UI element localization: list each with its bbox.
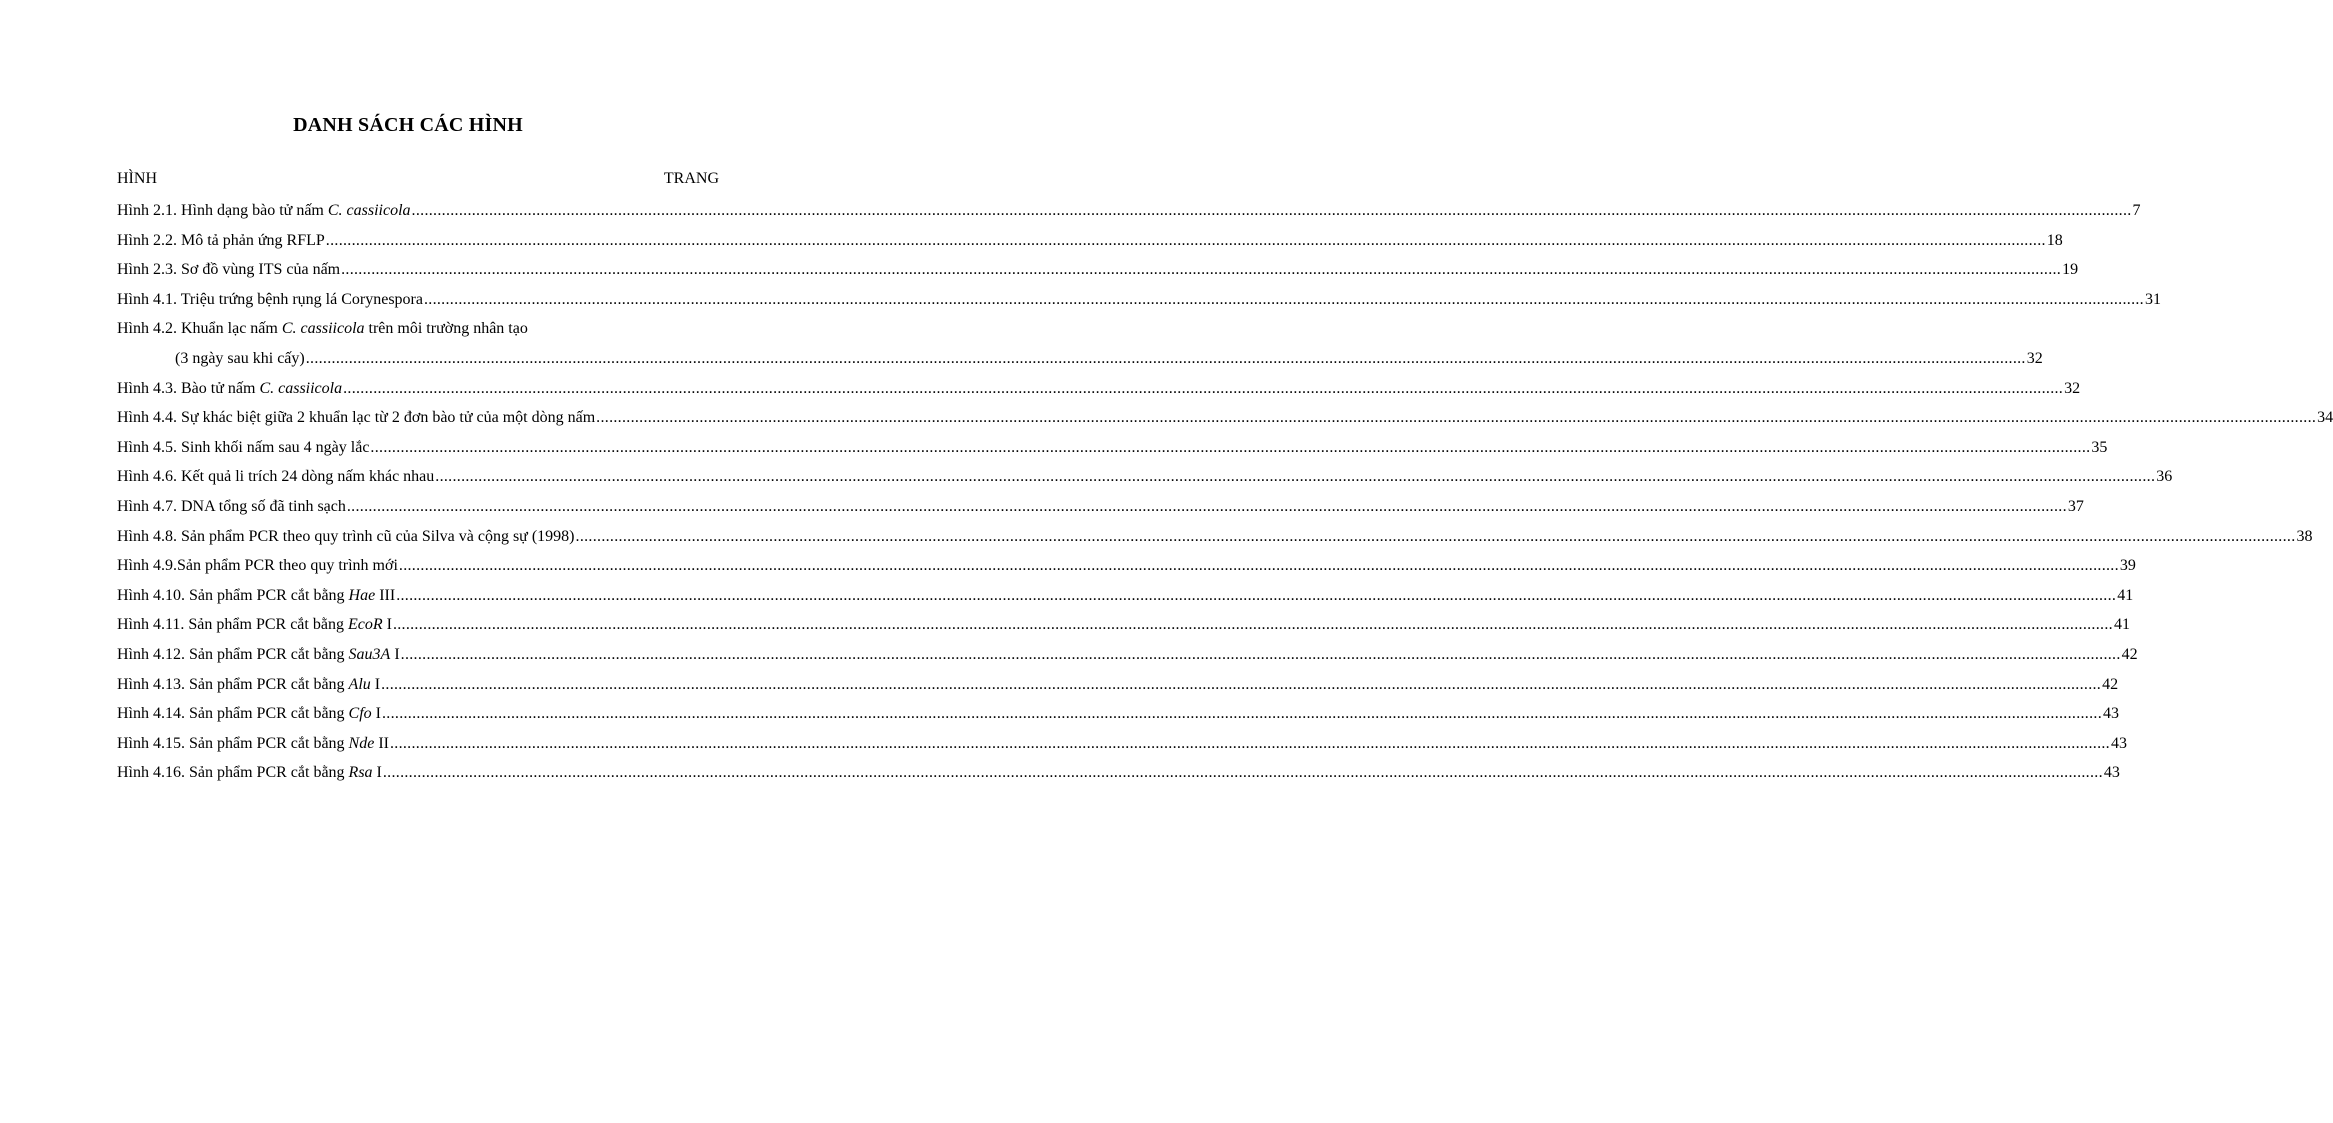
list-item	[117, 526, 2313, 556]
figure-list	[117, 200, 2333, 792]
dot-leader: ................................................................................................................................................................................................................................................................................................................................................................................................................	[341, 261, 2062, 279]
figure-caption	[117, 585, 395, 607]
list-item	[117, 318, 719, 348]
dot-leader: ................................................................................................................................................................................................................................................................................................................................................................................................................	[596, 409, 2317, 427]
dot-leader: ................................................................................................................................................................................................................................................................................................................................................................................................................	[398, 557, 2119, 575]
caption-italic: C. cassiicola	[281, 320, 365, 338]
figure-caption	[117, 614, 392, 636]
caption-suffix: II	[374, 734, 389, 752]
page-number: 42	[2102, 675, 2119, 693]
caption-text: (3 ngày sau khi cấy)	[175, 349, 305, 367]
caption-italic: Nde	[348, 734, 375, 752]
figure-caption	[117, 378, 342, 400]
dot-leader: ................................................................................................................................................................................................................................................................................................................................................................................................................	[575, 527, 2296, 545]
caption-text: Hình 4.10. Sản phẩm PCR cắt bằng	[117, 586, 349, 604]
dot-leader: ................................................................................................................................................................................................................................................................................................................................................................................................................	[325, 231, 2046, 249]
list-item	[117, 733, 2127, 763]
caption-text: Hình 4.7. DNA tổng số đã tinh sạch	[117, 497, 346, 515]
caption-italic: Rsa	[348, 764, 373, 782]
caption-text: Hình 4.2. Khuẩn lạc nấm	[117, 320, 282, 338]
page-number: 39	[2119, 557, 2136, 575]
figure-caption	[117, 555, 398, 577]
dot-leader: ................................................................................................................................................................................................................................................................................................................................................................................................................	[343, 379, 2064, 397]
caption-text: Hình 2.3. Sơ đồ vùng ITS của nấm	[117, 261, 341, 279]
caption-suffix: I	[372, 764, 382, 782]
caption-text: Hình 4.8. Sản phẩm PCR theo quy trình cũ của Silva và cộng sự (1998)	[117, 527, 575, 545]
caption-italic: C. cassiicola	[327, 202, 411, 219]
caption-text: Hình 4.9.Sản phẩm PCR theo quy trình mới	[117, 557, 398, 575]
caption-text: Hình 4.3. Bào tử nấm	[117, 379, 260, 397]
page-number: 36	[2156, 468, 2173, 486]
caption-suffix: I	[370, 675, 381, 693]
dot-leader: ................................................................................................................................................................................................................................................................................................................................................................................................................	[435, 468, 2156, 486]
figure-caption	[117, 200, 411, 222]
page-number: 37	[2067, 497, 2084, 515]
caption-text: Hình 4.1. Triệu trứng bệnh rụng lá Corynespora	[117, 290, 423, 308]
caption-suffix: trên môi trường nhân tạo	[364, 320, 528, 338]
caption-italic: Cfo	[348, 705, 372, 723]
column-header	[117, 170, 719, 192]
figure-caption	[117, 437, 369, 459]
dot-leader: ................................................................................................................................................................................................................................................................................................................................................................................................................	[411, 202, 2132, 219]
column-header-figure: HÌNH	[117, 170, 157, 187]
caption-text: Hình 2.2. Mô tả phản ứng RFLP	[117, 231, 325, 249]
figure-caption	[117, 703, 381, 725]
page-number: 7	[2132, 202, 2141, 219]
column-header-page: TRANG	[663, 170, 719, 187]
list-item	[117, 289, 2161, 319]
page-number: 43	[2103, 705, 2119, 723]
page-number: 32	[2026, 349, 2043, 367]
figure-caption	[117, 289, 423, 311]
caption-italic: C. cassiicola	[259, 379, 343, 397]
page-number: 42	[2121, 645, 2138, 663]
list-item	[117, 585, 2134, 615]
dot-leader: ................................................................................................................................................................................................................................................................................................................................................................................................................	[382, 705, 2102, 723]
dot-leader: ................................................................................................................................................................................................................................................................................................................................................................................................................	[396, 586, 2117, 604]
figure-caption	[175, 348, 305, 370]
dot-leader: ................................................................................................................................................................................................................................................................................................................................................................................................................	[389, 734, 2110, 752]
caption-text: Hình 4.12. Sản phẩm PCR cắt bằng	[117, 645, 349, 663]
list-item	[117, 496, 2084, 526]
caption-text: Hình 4.4. Sự khác biệt giữa 2 khuẩn lạc từ 2 đơn bào tử của một dòng nấm	[117, 409, 596, 427]
list-item	[117, 614, 2130, 644]
caption-text: Hình 4.11. Sản phẩm PCR cắt bằng	[117, 616, 348, 634]
caption-suffix: I	[382, 616, 392, 634]
figure-caption	[117, 526, 575, 548]
caption-text: Hình 4.5. Sinh khối nấm sau 4 ngày lắc	[117, 438, 370, 456]
list-item	[117, 644, 2138, 674]
list-item	[117, 762, 2120, 792]
dot-leader: ................................................................................................................................................................................................................................................................................................................................................................................................................	[381, 675, 2102, 693]
page-number: 18	[2046, 231, 2063, 249]
caption-suffix: I	[390, 645, 400, 663]
caption-italic: Alu	[348, 675, 371, 693]
figure-caption	[117, 674, 380, 696]
list-item	[117, 555, 2136, 585]
page-number: 41	[2117, 586, 2134, 604]
page-number: 38	[2296, 527, 2313, 545]
caption-text: Hình 4.15. Sản phẩm PCR cắt bằng	[117, 734, 349, 752]
list-item	[117, 674, 2119, 704]
figure-caption	[117, 466, 434, 488]
list-item	[117, 230, 2063, 260]
page-number: 43	[2110, 734, 2127, 752]
list-item	[117, 200, 2141, 230]
dot-leader: ................................................................................................................................................................................................................................................................................................................................................................................................................	[392, 616, 2113, 634]
list-item	[117, 378, 2081, 408]
dot-leader: ................................................................................................................................................................................................................................................................................................................................................................................................................	[305, 349, 2026, 367]
list-item	[117, 259, 2079, 289]
dot-leader: ................................................................................................................................................................................................................................................................................................................................................................................................................	[423, 290, 2144, 308]
dot-leader: ................................................................................................................................................................................................................................................................................................................................................................................................................	[400, 645, 2121, 663]
dot-leader: ................................................................................................................................................................................................................................................................................................................................................................................................................	[370, 438, 2091, 456]
caption-text: Hình 2.1. Hình dạng bào tử nấm	[117, 202, 328, 219]
figure-caption	[117, 259, 340, 281]
dot-leader: ................................................................................................................................................................................................................................................................................................................................................................................................................	[382, 764, 2103, 782]
caption-text: Hình 4.14. Sản phẩm PCR cắt bằng	[117, 705, 349, 723]
figure-caption	[117, 230, 325, 252]
figure-caption	[117, 496, 346, 518]
caption-text: Hình 4.13. Sản phẩm PCR cắt bằng	[117, 675, 349, 693]
caption-suffix: III	[375, 586, 396, 604]
list-item	[117, 466, 2173, 496]
caption-italic: EcoR	[347, 616, 383, 634]
figure-caption	[117, 733, 389, 755]
figure-caption	[117, 762, 382, 784]
figure-caption	[117, 407, 595, 429]
page-number: 43	[2103, 764, 2120, 782]
caption-text: Hình 4.16. Sản phẩm PCR cắt bằng	[117, 764, 349, 782]
page-number: 35	[2091, 438, 2108, 456]
list-item	[117, 703, 2119, 733]
page-number: 31	[2144, 290, 2161, 308]
caption-italic: Hae	[348, 586, 376, 604]
figure-caption	[117, 318, 528, 340]
caption-suffix: I	[371, 705, 381, 723]
caption-italic: Sau3A	[348, 645, 391, 663]
figure-caption	[117, 644, 400, 666]
dot-leader: ................................................................................................................................................................................................................................................................................................................................................................................................................	[346, 497, 2067, 515]
caption-text: Hình 4.6. Kết quả li trích 24 dòng nấm khác nhau	[117, 468, 435, 486]
list-item	[117, 407, 2333, 437]
page-title: DANH SÁCH CÁC HÌNH	[293, 114, 523, 136]
page-number: 19	[2062, 261, 2079, 279]
page-number: 32	[2064, 379, 2081, 397]
page-number: 41	[2113, 616, 2130, 634]
list-item	[117, 437, 2108, 467]
list-item	[117, 348, 2043, 378]
page-number: 34	[2317, 409, 2333, 427]
